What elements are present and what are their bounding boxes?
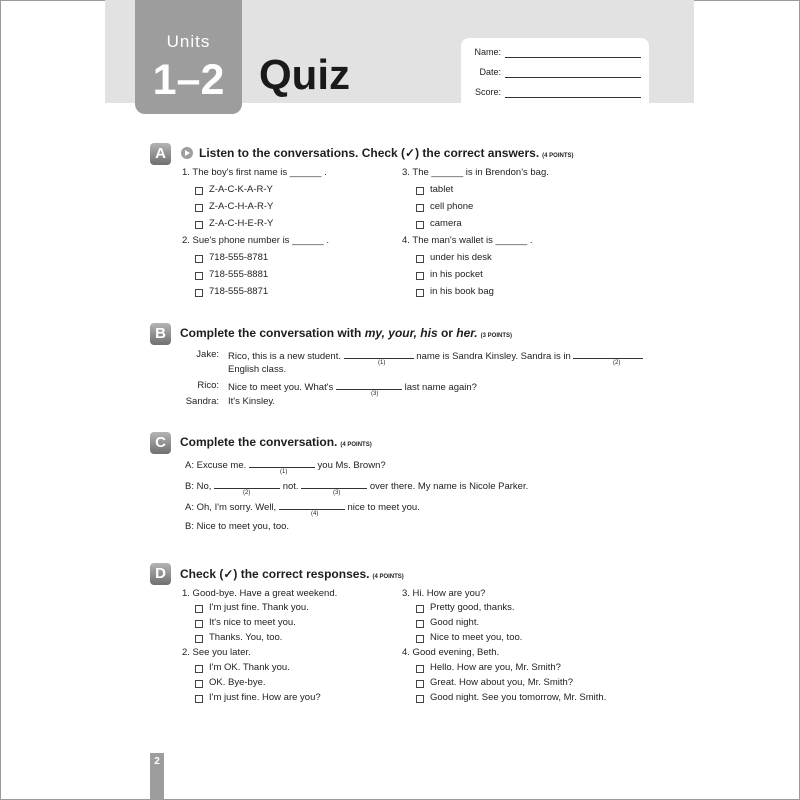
checkbox[interactable] (195, 695, 203, 703)
option-label: tablet (430, 184, 454, 195)
checkbox[interactable] (195, 665, 203, 673)
checkbox[interactable] (195, 680, 203, 688)
checkbox[interactable] (416, 665, 424, 673)
dialogue-line: A: Excuse me. you Ms. Brown? (185, 460, 386, 471)
checkbox[interactable] (416, 204, 424, 212)
option-label: in his book bag (430, 286, 494, 297)
option-label: 718-555-8871 (209, 286, 269, 297)
option-label: camera (430, 218, 462, 229)
units-tab (135, 0, 242, 114)
question-a1: 1. The boy's first name is ______ . (182, 167, 327, 178)
checkbox[interactable] (416, 605, 424, 613)
option-label: cell phone (430, 201, 474, 212)
question-d2: 2. See you later. (182, 647, 251, 658)
question-a2: 2. Sue's phone number is ______ . (182, 235, 330, 246)
option-label: Great. How about you, Mr. Smith? (430, 677, 574, 688)
score-label: Score: (474, 87, 501, 97)
name-label: Name: (474, 47, 501, 57)
option-label: Hello. How are you, Mr. Smith? (430, 662, 561, 673)
option-label: Z-A-C-H-A-R-Y (209, 201, 274, 212)
option-label: under his desk (430, 252, 492, 263)
answer-blank[interactable] (573, 349, 643, 359)
option-label: Z-A-C-K-A-R-Y (209, 184, 273, 195)
dialogue-line: Rico, this is a new student. name is Sandra Kinsley. Sandra is in (228, 349, 643, 363)
option-label: 718-555-8881 (209, 269, 269, 280)
checkbox[interactable] (195, 204, 203, 212)
question-d4: 4. Good evening, Beth. (402, 647, 500, 658)
checkbox[interactable] (195, 187, 203, 195)
answer-blank[interactable] (336, 380, 402, 390)
question-a3: 3. The ______ is in Brendon's bag. (402, 167, 549, 178)
section-c-badge: C (150, 432, 171, 454)
answer-blank[interactable] (301, 479, 367, 489)
checkbox[interactable] (416, 620, 424, 628)
units-label: Units (166, 32, 211, 51)
checkbox[interactable] (416, 680, 424, 688)
section-b-title: Complete the conversation with my, your, his or her. (3 POINTS) (180, 326, 512, 340)
section-b-badge: B (150, 323, 171, 345)
option-label: 718-555-8781 (209, 252, 269, 263)
checkbox[interactable] (195, 272, 203, 280)
section-a-badge: A (150, 143, 171, 165)
question-d3: 3. Hi. How are you? (402, 588, 486, 599)
checkbox[interactable] (416, 221, 424, 229)
question-d1: 1. Good-bye. Have a great weekend. (182, 588, 338, 599)
checkbox[interactable] (416, 695, 424, 703)
checkbox[interactable] (195, 255, 203, 263)
option-label: Pretty good, thanks. (430, 602, 515, 613)
blank-number: (2) (243, 490, 251, 496)
dialogue-line-cont: English class. (228, 364, 287, 375)
speaker-label: Rico: (197, 380, 219, 391)
option-label: Good night. See you tomorrow, Mr. Smith. (430, 692, 607, 703)
option-label: I'm just fine. How are you? (209, 692, 321, 703)
checkbox[interactable] (195, 635, 203, 643)
answer-blank[interactable] (214, 479, 280, 489)
units-range: 1–2 (152, 56, 225, 104)
checkbox[interactable] (416, 272, 424, 280)
answer-blank[interactable] (344, 349, 414, 359)
blank-number: (4) (311, 511, 319, 517)
audio-icon[interactable] (181, 147, 193, 159)
answer-blank[interactable] (279, 500, 345, 510)
checkbox[interactable] (416, 289, 424, 297)
date-label: Date: (479, 67, 501, 77)
dialogue-line: It's Kinsley. (228, 396, 276, 407)
page-number: 2 (150, 753, 164, 800)
checkbox[interactable] (416, 187, 424, 195)
section-a-title: Listen to the conversations. Check (✓) the correct answers. (4 POINTS) (199, 146, 574, 160)
dialogue-line: B: Nice to meet you, too. (185, 521, 290, 532)
blank-number: (1) (378, 360, 386, 366)
dialogue-line: Nice to meet you. What's last name again? (228, 382, 477, 393)
option-label: Thanks. You, too. (209, 632, 283, 643)
blank-number: (3) (333, 490, 341, 496)
blank-number: (3) (371, 391, 379, 397)
dialogue-line: B: No, not. over there. My name is Nicole Parker. (185, 481, 529, 492)
option-label: Z-A-C-H-E-R-Y (209, 218, 274, 229)
blank-number: (2) (613, 360, 621, 366)
speaker-label: Jake: (196, 349, 219, 360)
section-c-title: Complete the conversation. (4 POINTS) (180, 435, 372, 449)
section-d-title: Check (✓) the correct responses. (4 POINTS) (180, 567, 404, 581)
checkbox[interactable] (195, 289, 203, 297)
speaker-label: Sandra: (185, 396, 219, 407)
blank-number: (1) (280, 469, 288, 475)
option-label: I'm just fine. Thank you. (209, 602, 309, 613)
option-label: Good night. (430, 617, 480, 628)
option-label: in his pocket (430, 269, 483, 280)
option-label: I'm OK. Thank you. (209, 662, 290, 673)
option-label: It's nice to meet you. (209, 617, 296, 628)
option-label: Nice to meet you, too. (430, 632, 523, 643)
answer-blank[interactable] (249, 458, 315, 468)
checkbox[interactable] (195, 221, 203, 229)
dialogue-line: A: Oh, I'm sorry. Well, nice to meet you. (185, 502, 420, 513)
checkbox[interactable] (195, 605, 203, 613)
section-d-badge: D (150, 563, 171, 585)
student-info-box (461, 38, 649, 104)
option-label: OK. Bye-bye. (209, 677, 266, 688)
checkbox[interactable] (416, 255, 424, 263)
checkbox[interactable] (195, 620, 203, 628)
question-a4: 4. The man's wallet is ______ . (402, 235, 533, 246)
checkbox[interactable] (416, 635, 424, 643)
page-title: Quiz (259, 51, 350, 98)
